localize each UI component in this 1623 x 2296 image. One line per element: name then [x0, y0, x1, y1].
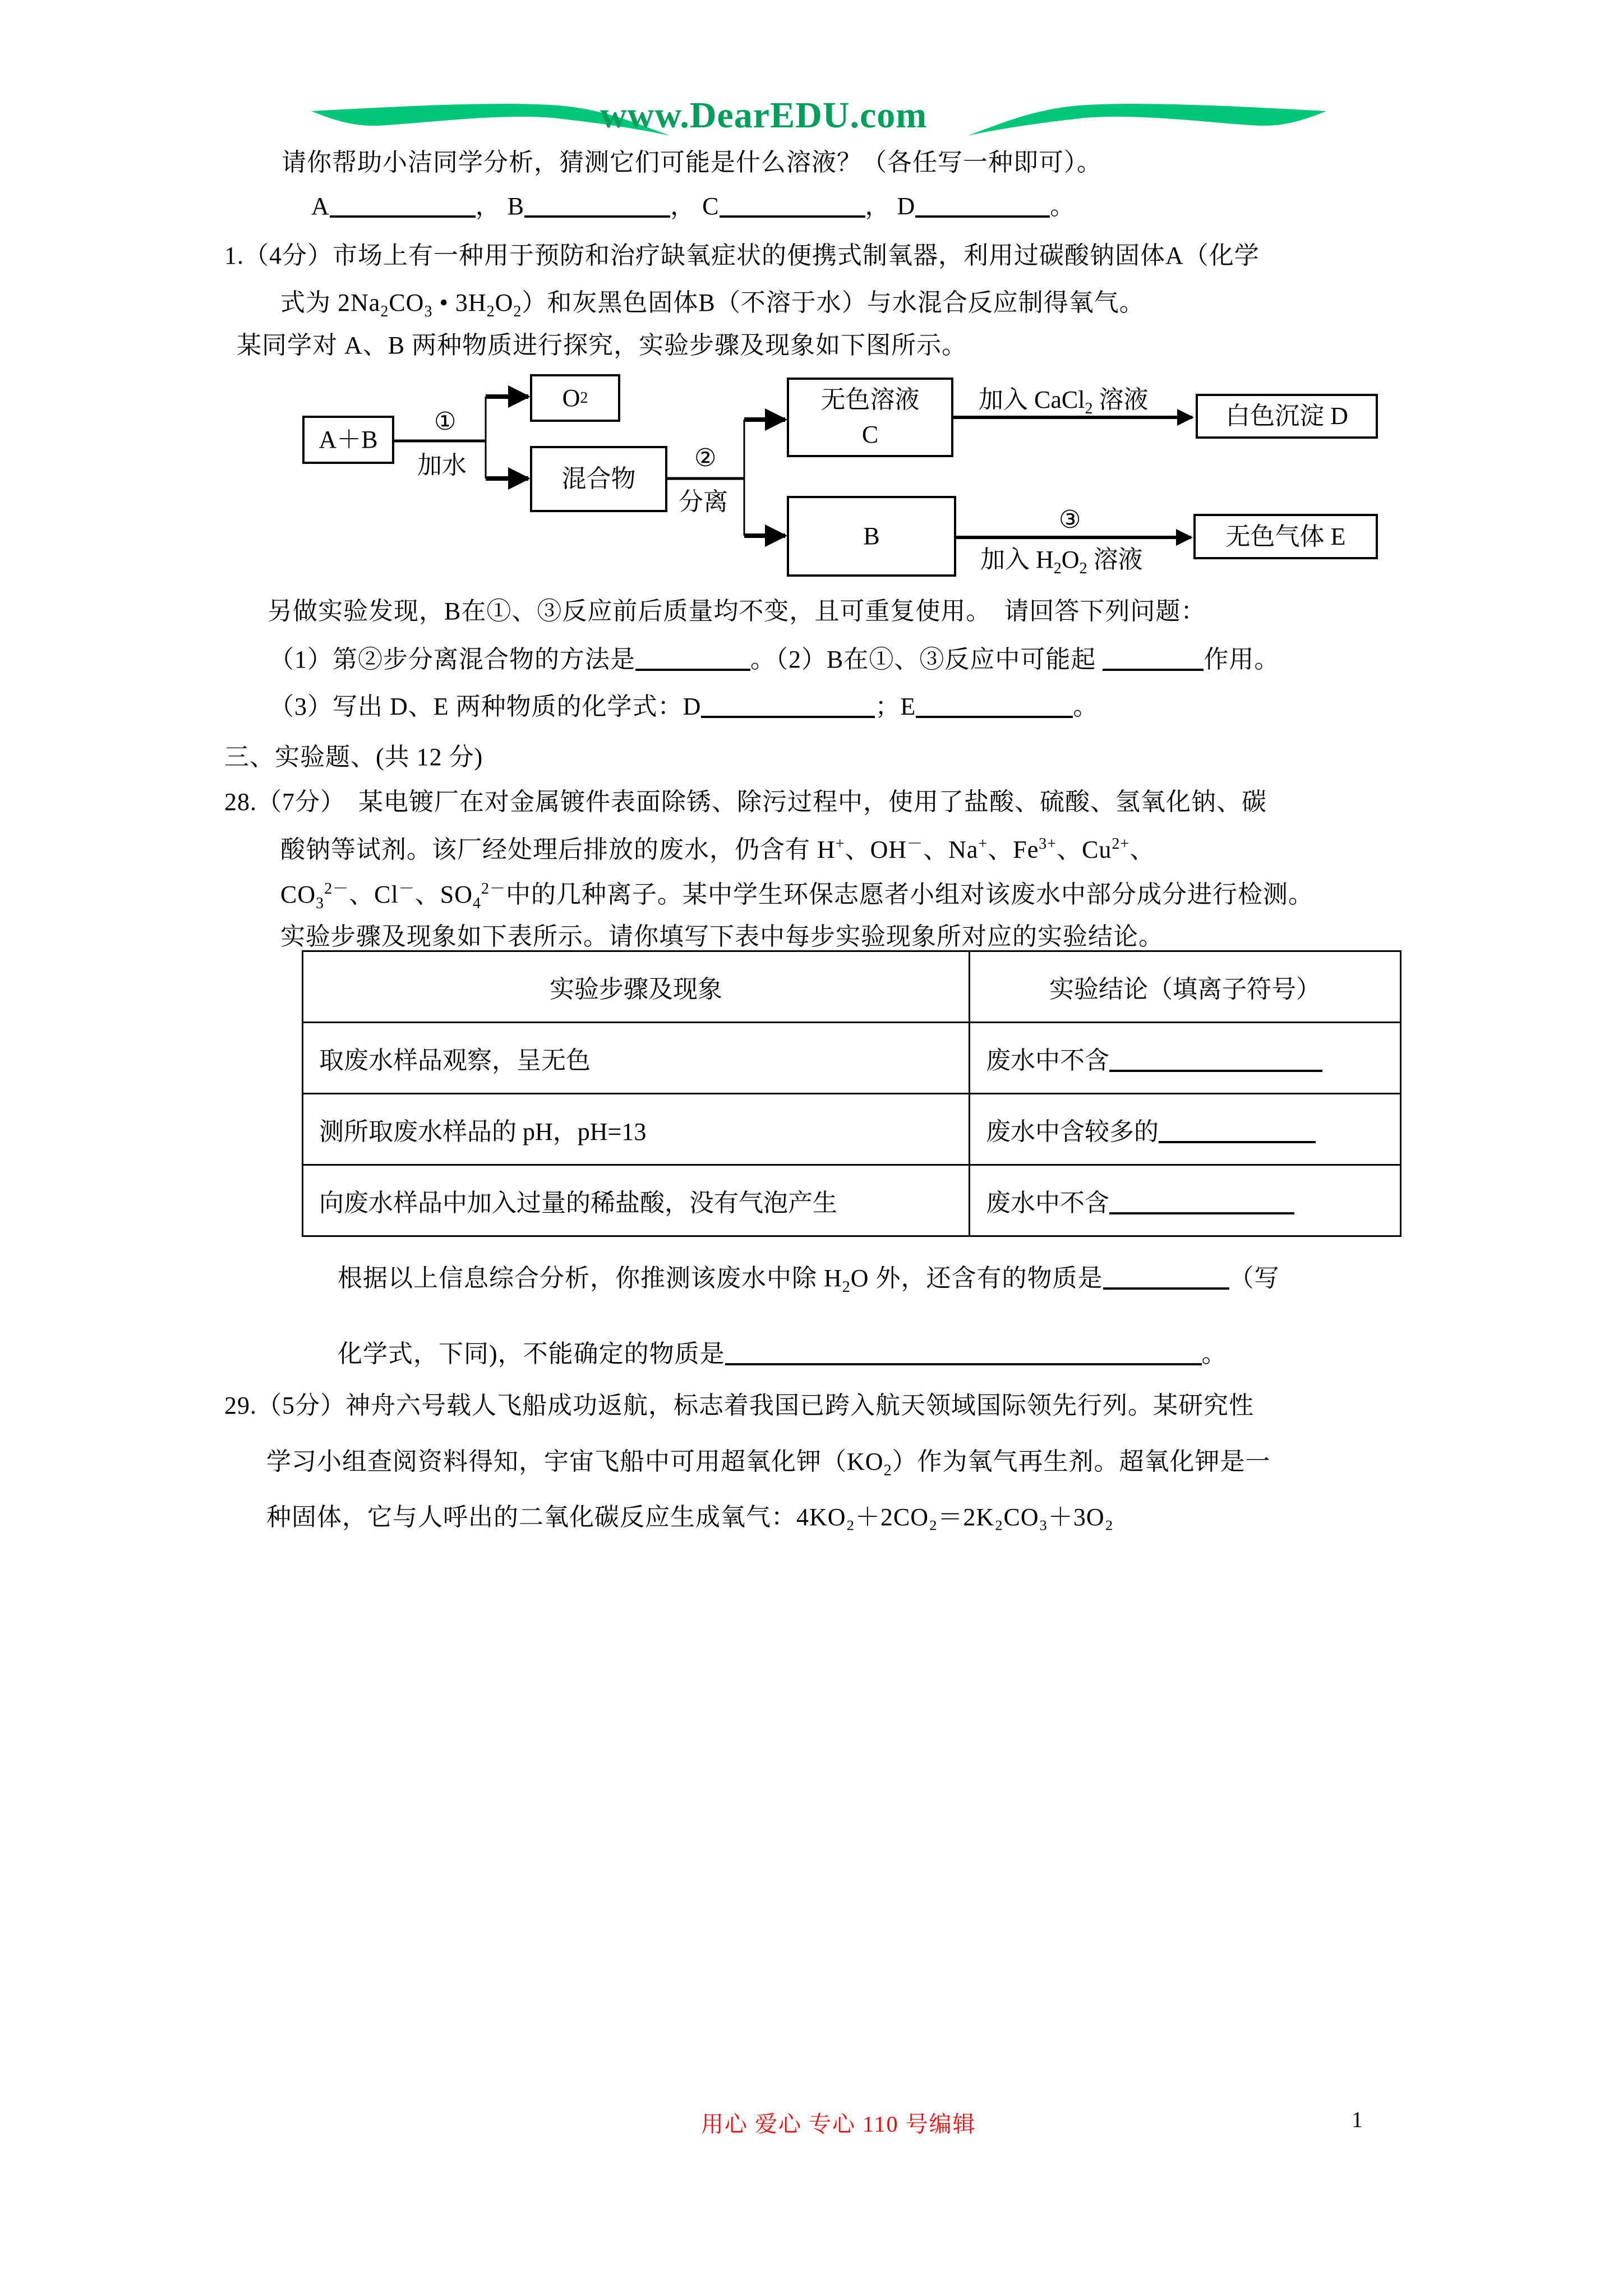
q28-line-2 [280, 834, 1155, 866]
page-number: 1 [1352, 2107, 1363, 2132]
h2o2-label [980, 546, 1143, 577]
q29-line-2 [266, 1446, 1271, 1478]
q28-analysis-line-1 [338, 1263, 1280, 1294]
step-1-number: ① [434, 408, 457, 435]
text: 废水中不含 [986, 1189, 1109, 1217]
answer-blank-row-2[interactable] [1159, 1119, 1316, 1143]
text: ；E [875, 693, 916, 720]
text: 学习小组查阅资料得知，宇宙飞船中可用超氧化钾（KO [266, 1448, 884, 1475]
subscript: 2 [1085, 400, 1093, 417]
table-cell-step: 测所取废水样品的 pH，pH=13 [303, 1094, 970, 1165]
answer-blank-d[interactable] [915, 193, 1050, 218]
blank-label-b: B [507, 192, 525, 220]
text: （3）写出 D、E 两种物质的化学式：D [269, 693, 702, 720]
text: （1）第②步分离混合物的方法是 [269, 646, 635, 673]
text: ）作为氧气再生剂。超氧化钾是一 [892, 1448, 1271, 1475]
subscript: 2 [1053, 560, 1062, 577]
separator: ， [475, 192, 501, 220]
blank-label-d: D [897, 192, 916, 220]
subscript: 2 [1079, 560, 1087, 577]
answer-blank-separation-method[interactable] [635, 646, 750, 671]
charge: 2－ [324, 880, 349, 898]
separator: 。 [1050, 192, 1076, 220]
text: CO [389, 289, 425, 316]
box-solid-b: B [787, 496, 956, 577]
text: O [1061, 546, 1080, 573]
q28-line-4: 实验步骤及现象如下表所示。请你填写下表中每步实验现象所对应的实验结论。 [280, 923, 1164, 950]
q28-line-3 [280, 879, 1313, 910]
table-header-row [303, 951, 1401, 1023]
text: 。 [1201, 1340, 1227, 1368]
box-o2: O 2 [530, 374, 620, 422]
ion: Fe [1013, 836, 1039, 863]
box-a-plus-b: A＋B [302, 416, 394, 464]
table-header-steps: 实验步骤及现象 [303, 951, 970, 1023]
q1-line-2 [280, 287, 1145, 319]
table-header-conclusion: 实验结论（填离子符号） [970, 951, 1401, 1023]
text: 种固体，它与人呼出的二氧化碳反应生成氧气： [266, 1503, 796, 1531]
text: 化学式，下同)，不能确定的物质是 [338, 1340, 725, 1368]
ion: CO [280, 881, 316, 908]
text: 式为 2Na [280, 289, 381, 316]
ion: Na [948, 836, 979, 863]
box-precipitate-d: 白色沉淀 D [1196, 394, 1378, 439]
text: 溶液 [1092, 386, 1149, 413]
logo-text[interactable]: www.DearEDU.com [600, 95, 928, 136]
charge: + [835, 835, 845, 853]
chemical-equation: 4KO₂＋2CO₂＝2K₂CO₃＋3O₂ [796, 1503, 1114, 1531]
separator: 、 [923, 836, 949, 863]
charge: 3+ [1039, 835, 1057, 853]
q28-line-1: 28.（7分） 某电镀厂在对金属镀件表面除锈、除污过程中，使用了盐酸、硫酸、氢氧化钠、碳 [224, 788, 1267, 816]
answer-blank-b[interactable] [524, 193, 670, 218]
charge: 2+ [1112, 835, 1130, 853]
section-heading: 三、实验题、(共 12 分) [224, 743, 483, 771]
right-swoosh-icon [967, 104, 1326, 136]
ion: SO [440, 881, 473, 908]
step-1-label: 加水 [417, 452, 467, 479]
separator: 、 [414, 881, 440, 908]
q1-line-1: 1.（4分）市场上有一种用于预防和治疗缺氧症状的便携式制氧器，利用过碳酸钠固体A（化学 [224, 242, 1260, 269]
text: 酸钠等试剂。该厂经处理后排放的废水，仍含有 [280, 836, 817, 863]
table-row [303, 1023, 1401, 1094]
footer-text: 用心 爱心 专心 110 号编辑 [701, 2111, 976, 2137]
box-mixture: 混合物 [530, 446, 667, 512]
blank-label-a: A [311, 192, 330, 220]
q1-subquestion-3 [269, 691, 1098, 723]
text: O [562, 384, 580, 412]
answer-blank-d-formula[interactable] [701, 693, 875, 718]
step-3-number: ③ [1059, 506, 1081, 533]
box-gas-e: 无色气体 E [1193, 514, 1378, 559]
ion: OH [870, 836, 907, 863]
separator: 、 [988, 836, 1013, 863]
table-cell-conclusion [970, 1165, 1401, 1236]
subscript: 4 [472, 895, 481, 912]
prev-question-blanks [311, 191, 1075, 222]
q28-analysis-line-2 [338, 1338, 1227, 1370]
q29-line-3 [266, 1502, 1114, 1533]
table-cell-conclusion [970, 1023, 1401, 1094]
answer-blank-contained-substance[interactable] [1103, 1265, 1229, 1290]
charge: 2－ [481, 880, 506, 898]
text: 废水中含较多的 [986, 1118, 1159, 1145]
step-2-label: 分离 [679, 488, 728, 516]
separator: 、 [1057, 836, 1082, 863]
subscript: 3 [424, 303, 433, 320]
charge: + [978, 835, 988, 853]
text: （写 [1229, 1264, 1280, 1292]
answer-blank-b-role[interactable] [1103, 646, 1204, 671]
answer-blank-c[interactable] [720, 193, 865, 218]
separator: 、 [349, 881, 375, 908]
text: 。（2）B在①、③反应中可能起 [750, 646, 1103, 673]
separator: 、 [1129, 836, 1155, 863]
answer-blank-uncertain-substance[interactable] [725, 1341, 1202, 1365]
subscript: 2 [513, 303, 522, 320]
box-solution-c [787, 378, 953, 457]
subscript: 2 [380, 303, 389, 320]
answer-blank-a[interactable] [330, 193, 476, 218]
separator: 、 [845, 836, 870, 863]
text: O 外，还含有的物质是 [850, 1264, 1103, 1292]
ion: Cu [1082, 836, 1112, 863]
q29-line-1: 29.（5分）神舟六号载人飞船成功返航，标志着我国已跨入航天领域国际领先行列。某研究性 [224, 1392, 1254, 1419]
text: 加入 H [980, 546, 1054, 573]
answer-blank-row-1[interactable] [1109, 1047, 1322, 1072]
subscript: 2 [842, 1278, 851, 1296]
answer-blank-e-formula[interactable] [916, 693, 1073, 718]
box-c-line-2: C [861, 421, 879, 448]
table-cell-conclusion [970, 1094, 1401, 1165]
table-row [303, 1094, 1401, 1165]
text: 废水中不含 [986, 1047, 1109, 1074]
experiment-table [302, 950, 1401, 1237]
ion: Cl [374, 881, 399, 908]
q1-note: 另做实验发现，B在①、③反应前后质量均不变，且可重复使用。 请回答下列问题： [268, 597, 1206, 625]
blank-label-c: C [702, 192, 720, 220]
cacl2-label [979, 386, 1149, 417]
prev-question-prompt: 请你帮助小洁同学分析，猜测它们可能是什么溶液？（各任写一种即可）。 [282, 149, 1102, 176]
text: 根据以上信息综合分析，你推测该废水中除 H [338, 1264, 842, 1292]
subscript: 3 [316, 895, 325, 912]
text: 。 [1073, 693, 1099, 720]
subscript: 2 [883, 1462, 892, 1479]
separator: ， [865, 192, 891, 220]
q1-subquestion-1-2 [269, 644, 1279, 675]
charge: － [907, 835, 924, 853]
text: 中的几种离子。某中学生环保志愿者小组对该废水中部分成分进行检测。 [506, 881, 1313, 908]
answer-blank-row-3[interactable] [1109, 1190, 1294, 1214]
step-2-number: ② [694, 444, 717, 472]
separator: ， [670, 192, 696, 220]
subscript: 2 [486, 303, 495, 320]
text: 溶液 [1087, 546, 1143, 573]
text: ）和灰黑色固体B（不溶于水）与水混合反应制得氧气。 [522, 289, 1145, 316]
table-cell-step: 向废水样品中加入过量的稀盐酸，没有气泡产生 [303, 1165, 970, 1236]
text: 作用。 [1204, 646, 1280, 673]
table-cell-step: 取废水样品观察，呈无色 [303, 1023, 970, 1094]
box-c-line-1: 无色溶液 [820, 386, 920, 413]
text: • 3H [432, 289, 487, 316]
table-row [303, 1165, 1401, 1236]
ion: H [817, 836, 836, 863]
charge: － [398, 880, 415, 898]
q1-line-3: 某同学对 A、B 两种物质进行探究，实验步骤及现象如下图所示。 [237, 332, 967, 359]
text: O [495, 289, 514, 316]
text: 加入 CaCl [979, 386, 1085, 413]
